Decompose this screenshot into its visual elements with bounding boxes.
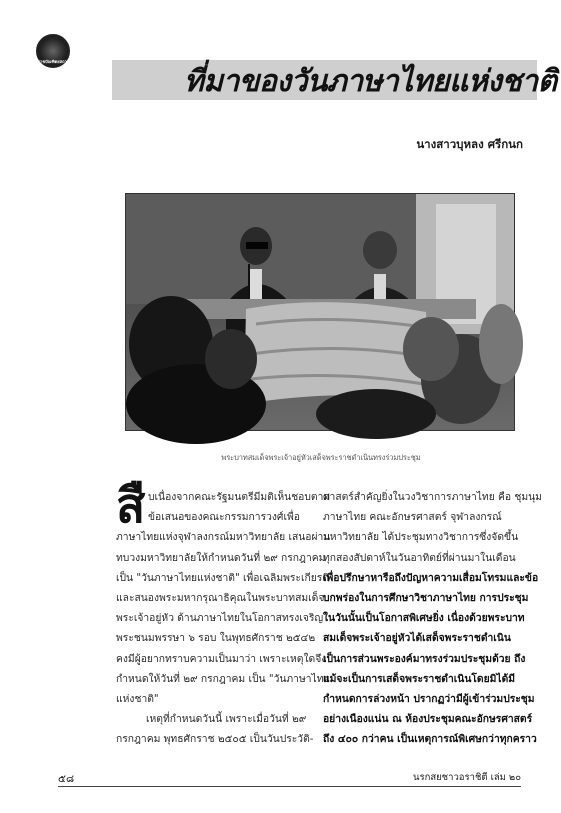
photo-illustration — [126, 194, 514, 430]
author-name: นางสาวบุหลง ศรีกนก — [416, 137, 523, 151]
paragraph-line: เป็น "วันภาษาไทยแห่งชาติ" เพื่อเฉลิมพระเกียรติ — [116, 571, 329, 584]
historical-photo — [125, 193, 515, 431]
paragraph-line: มหาวิทยาลัย ได้ประชุมทางวิชาการซึ่งจัดขึ้น — [323, 531, 519, 544]
logo-text: ราชบัณฑิตยสถาน — [38, 59, 70, 64]
photo-caption: พระบาทสมเด็จพระเจ้าอยู่หัวเสด็จพระราชดำเนินทรงร่วมประชุม — [221, 453, 421, 462]
journal-title: นรกสยชาวอราชิตี เล่ม ๒๐ — [412, 772, 521, 783]
footer-divider — [58, 786, 521, 787]
paragraph-line: เป็นการส่วนพระองค์มาทรงร่วมประชุมด้วย ถึง — [323, 652, 526, 665]
paragraph-line: ในวันนั้นเป็นโอกาสพิเศษยิ่ง เนื่องด้วยพระบาท — [323, 612, 525, 625]
paragraph-line: ภาษาไทยแห่งจุฬาลงกรณ์มหาวิทยาลัย เสนอผ่าน — [116, 531, 331, 544]
drop-cap: สื — [116, 478, 146, 534]
paragraph-line: เหตุที่กำหนดวันนี้ เพราะเมื่อวันที่ ๒๙ — [146, 713, 307, 726]
paragraph-line: แห่งชาติ" — [116, 693, 159, 706]
paragraph-line: ศาสตร์สำคัญยิ่งในวงวิชาการภาษาไทย คือ ชุมนุม — [323, 491, 542, 503]
paragraph-line: พระเจ้าอยู่หัว ด้านภาษาไทยในโอกาสทรงเจริญ — [116, 612, 324, 625]
paragraph-line: อย่างเนืองแน่น ณ ห้องประชุมคณะอักษรศาสตร์ — [323, 713, 533, 726]
paragraph-line: และสนองพระมหากรุณาธิคุณในพระบาทสมเด็จ — [116, 592, 325, 605]
paragraph-line: กรกฎาคม พุทธศักราช ๒๕๐๕ เป็นวันประวัติ- — [116, 733, 314, 746]
paragraph-line: ทบวงมหาวิทยาลัยให้กำหนดวันที่ ๒๙ กรกฎาคม — [116, 551, 326, 564]
paragraph-line: กำหนดการล่วงหน้า ปรากฏว่ามีผู้เข้าร่วมประชุม — [323, 693, 535, 706]
paragraph-line: ภาษาไทย คณะอักษรศาสตร์ จุฬาลงกรณ์ — [323, 511, 502, 524]
paragraph-line: แม้จะเป็นการเสด็จพระราชดำเนินโดยมิได้มี — [323, 672, 516, 685]
paragraph-line: บเนื่องจากคณะรัฐมนตรีมีมติเห็นชอบตาม — [148, 491, 331, 503]
paragraph-line: ถึง ๔๐๐ กว่าคน เป็นเหตุการณ์พิเศษกว่าทุกคราว — [323, 733, 537, 746]
page-title: ที่มาของวันภาษาไทยแห่งชาติ — [184, 64, 557, 99]
article-right-column — [323, 487, 542, 750]
article-left-column — [116, 487, 331, 750]
paragraph-line: สมเด็จพระเจ้าอยู่หัวได้เสด็จพระราชดำเนิน — [323, 632, 511, 645]
paragraph-line: ทุกสองสัปดาห์ในวันอาทิตย์ที่ผ่านมาในเดือน — [323, 551, 516, 564]
paragraph-line: พระชนมพรรษา ๖ รอบ ในพุทธศักราช ๒๕๔๒ — [116, 632, 316, 645]
page-number: ๕๘ — [58, 773, 75, 785]
paragraph-line: ข้อเสนอของคณะกรรมการวงศ์เพื่อ — [148, 511, 300, 524]
paragraph-line: บกพร่องในการศึกษาวิชาภาษาไทย การประชุม — [323, 592, 529, 605]
paragraph-line: กำหนดให้วันที่ ๒๙ กรกฎาคม เป็น "วันภาษาไทย — [116, 672, 330, 685]
paragraph-line: เพื่อปรึกษาหารือถึงปัญหาความเสื่อมโทรมและข้อ — [323, 571, 539, 584]
paragraph-line: คงมีผู้อยากทราบความเป็นมาว่า เพราะเหตุใดจึง — [116, 652, 327, 665]
